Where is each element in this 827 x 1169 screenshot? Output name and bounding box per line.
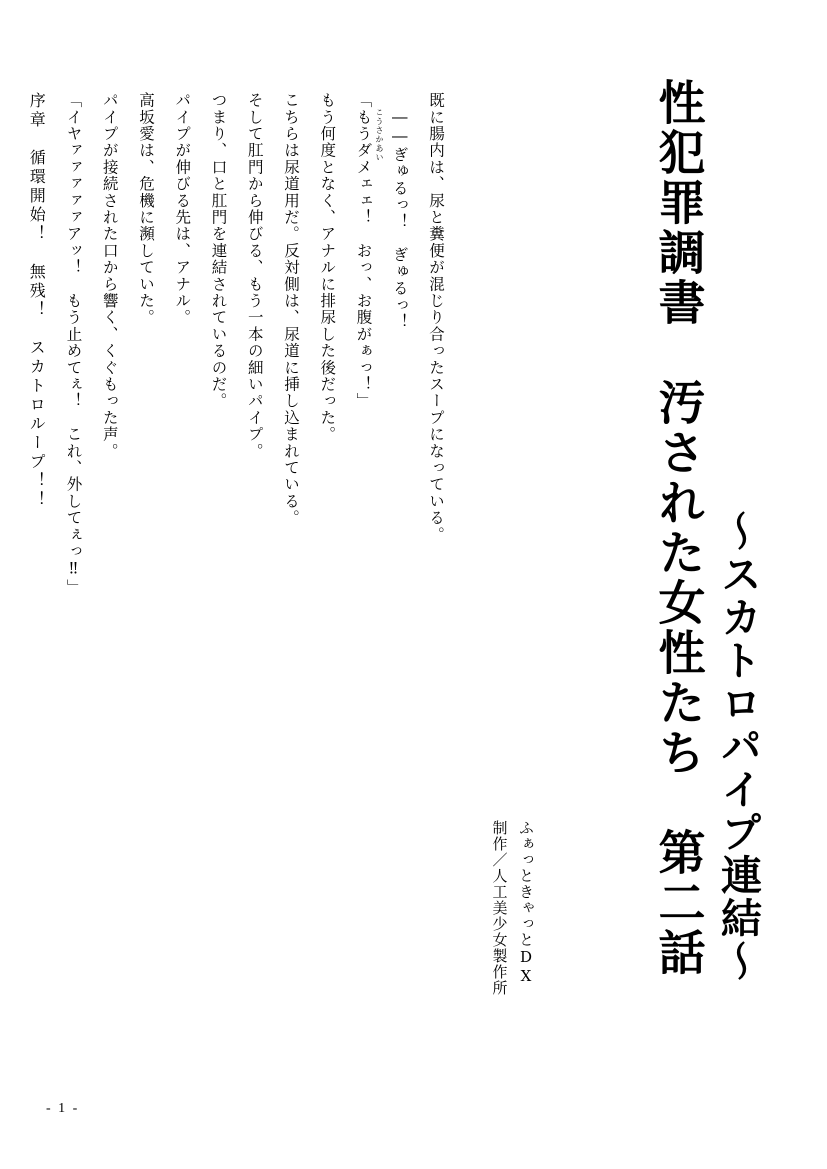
body-column: つまり、口と肛門を連結されているのだ。 [209, 92, 228, 410]
credit-line-author: ふぁっときゃっとDX [517, 820, 535, 986]
credits-block [484, 820, 537, 1070]
title-block [650, 78, 775, 1088]
body-column: 既に腸内は、尿と糞便が混じり合ったスープになっている。 [427, 92, 445, 543]
body-column: こちらは尿道用だ。反対側は、尿道に挿し込まれている。 [282, 92, 300, 527]
body-column-chapter: 序章 循環開始！ 無残！ スカトロループ！！ [27, 92, 47, 510]
subtitle-column [705, 78, 769, 1083]
credit-line-producer: 制作／人工美少女製作所 [490, 820, 509, 996]
body-text [11, 92, 447, 1092]
body-column: パイプが接続された口から響く、くぐもった声。 [100, 92, 119, 460]
body-column: 「もうダメェェ！ おっ、お腹がぁっ！」 [354, 92, 373, 410]
body-column: 高坂愛は、危機に瀕していた。 [137, 92, 155, 326]
page-subtitle: 〜スカトロパイプ連結〜 [714, 510, 762, 983]
body-column: パイプが伸びる先は、アナル。 [173, 92, 192, 326]
body-column: そして肛門から伸びる、もう一本の細いパイプ。 [245, 92, 264, 460]
page-number: - 1 - [46, 1101, 80, 1116]
body-column: 「イヤァァァァァアッ！ もう止めてぇ！ これ、外してぇっ‼」 [64, 92, 83, 596]
ruby-annotation: こうさかあい [375, 108, 384, 162]
page-title: 性犯罪調書 汚された女性たち 第二話 [650, 78, 706, 978]
body-column: もう何度となく、アナルに排尿した後だった。 [318, 92, 337, 443]
body-column: ――ぎゅるっ！ ぎゅるっ！ [390, 108, 409, 331]
